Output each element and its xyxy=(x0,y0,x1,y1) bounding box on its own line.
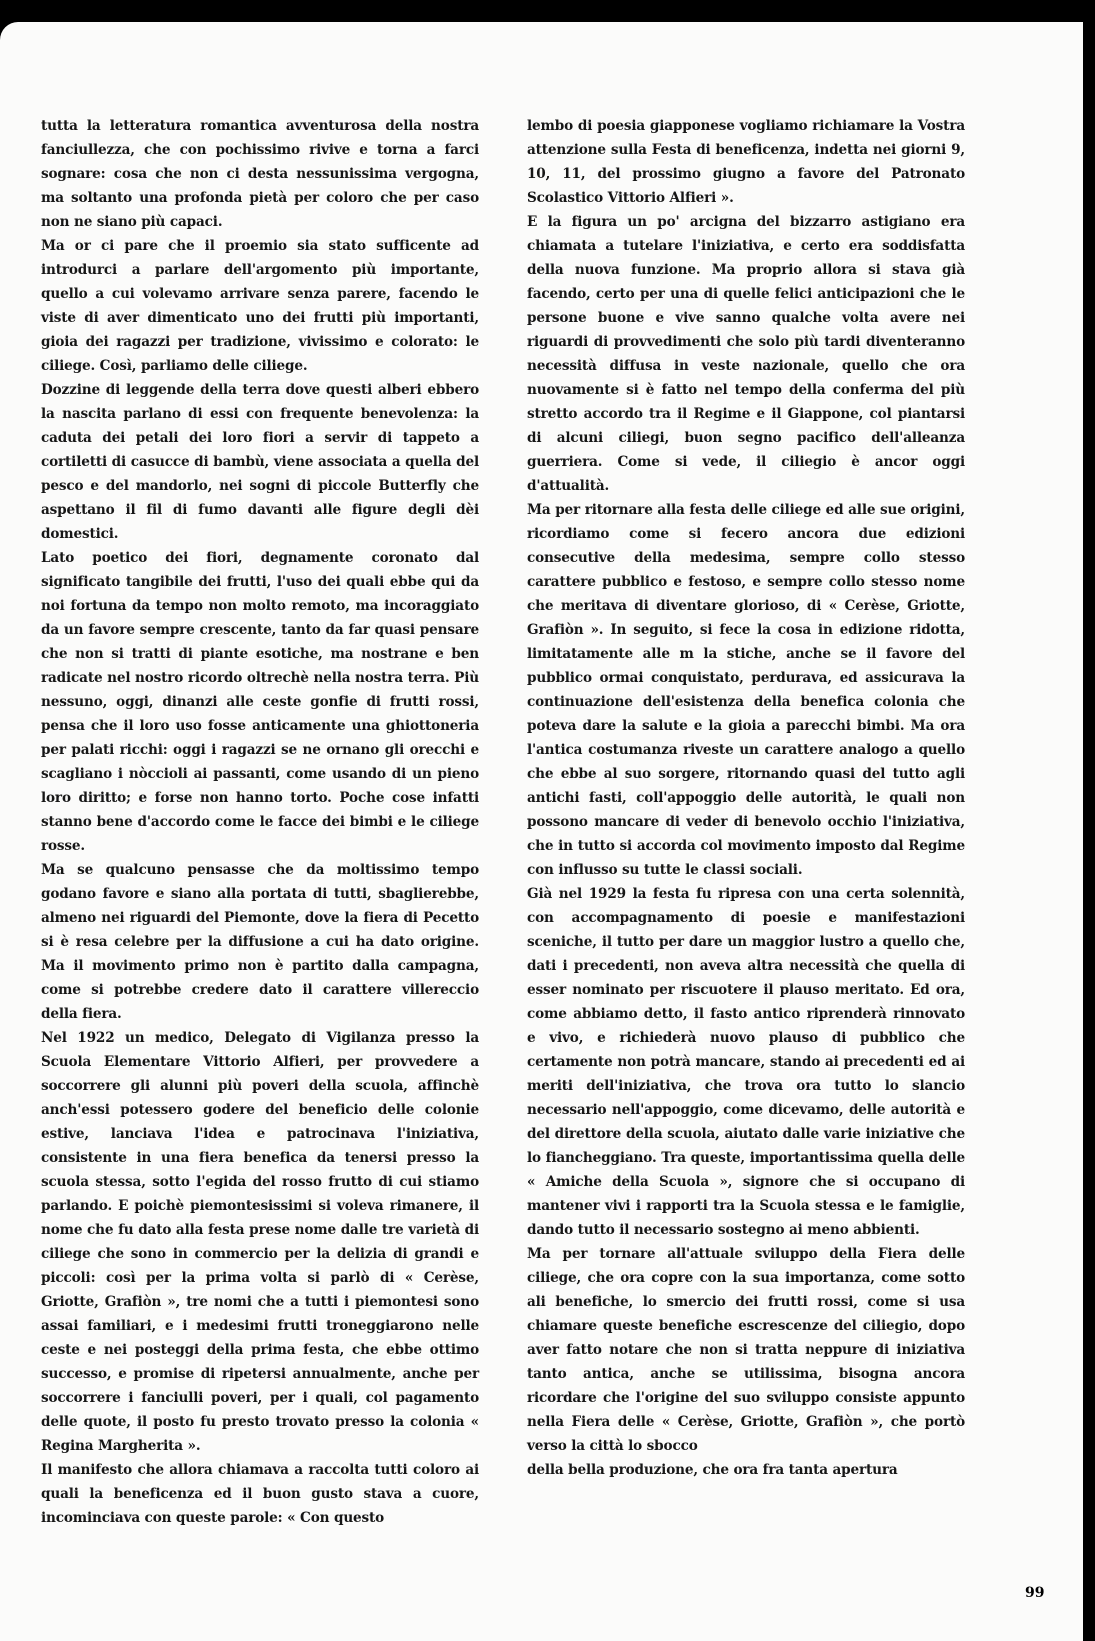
right-text-column xyxy=(527,114,965,1482)
paragraph: Dozzine di leggende della terra dove questi alberi ebbero la nascita parlano di essi con frequente benevolenza: la caduta dei petali dei loro fiori a servir di tappeto a cortiletti di casucce di bambù, viene associata a quella del pesco e del mandorlo, nei sogni di piccole Butterfly che aspettano il fil di fumo davanti alle figure degli dèi domestici. xyxy=(41,382,479,542)
top-dark-band xyxy=(190,0,1095,22)
paragraph: lembo di poesia giapponese vogliamo richiamare la Vostra attenzione sulla Festa di beneficenza, indetta nei giorni 9, 10, 11, del prossimo giugno a favore del Patronato Scolastico Vittorio Alfieri ». xyxy=(527,118,965,206)
paragraph: Già nel 1929 la festa fu ripresa con una certa solennità, con accompagnamento di poesie e manifestazioni sceniche, il tutto per dare un maggior lustro a quello che, dati i precedenti, non aveva altra necessità che quella di esser nominato per riscuotere il plauso meritato. Ed ora, come abbiamo detto, il fasto antico riprenderà rinnovato e vivo, e richiederà nuovo plauso di pubblico che certamente non potrà mancare, stando ai precedenti ed ai meriti dell'iniziativa, che trova ora tutto lo slancio necessario nell'appoggio, come dicevamo, delle autorità e del direttore della scuola, aiutato dalle varie iniziative che lo fiancheggiano. Tra queste, importantissima quella delle « Amiche della Scuola », signore che si occupano di mantener vivi i rapporti tra la Scuola stessa e le famiglie, dando tutto il necessario sostegno ai meno abbienti. xyxy=(527,886,965,1238)
paragraph: Ma per tornare all'attuale sviluppo della Fiera delle ciliege, che ora copre con la sua importanza, come sotto ali benefiche, lo smercio dei frutti rossi, come si usa chiamare queste benefiche escrescenze del ciliegio, dopo aver fatto notare che non si tratta neppure di iniziativa tanto antica, anche se utilissima, bisogna ancora ricordare che l'origine del suo sviluppo consiste appunto nella Fiera delle « Cerèse, Griotte, Grafiòn », che portò verso la città lo sbocco xyxy=(527,1246,965,1454)
paragraph: Ma or ci pare che il proemio sia stato sufficente ad introdurci a parlare dell'argomento più importante, quello a cui volevamo arrivare senza parere, facendo le viste di aver dimenticato uno dei frutti più importanti, gioia dei ragazzi per tradizione, vivissimo e colorato: le ciliege. Così, parliamo delle ciliege. xyxy=(41,238,479,374)
magazine-page xyxy=(0,22,1083,1641)
paragraph: tutta la letteratura romantica avventurosa della nostra fanciullezza, che con pochissimo rivive e torna a farci sognare: cosa che non ci desta nessunissima vergogna, ma soltanto una profonda pietà per coloro che per caso non ne siano più capaci. xyxy=(41,118,479,230)
paragraph: Il manifesto che allora chiamava a raccolta tutti coloro ai quali la beneficenza ed il buon gusto stava a cuore, incominciava con queste parole: « Con questo xyxy=(41,1462,479,1526)
left-text-column xyxy=(41,114,479,1530)
paragraph: E la figura un po' arcigna del bizzarro astigiano era chiamata a tutelare l'iniziativa, e certo era soddisfatta della nuova funzione. Ma proprio allora si stava già facendo, certo per una di quelle felici anticipazioni che le persone buone e vive sanno qualche volta avere nei riguardi di provvedimenti che solo più tardi diventeranno necessità diffusa in veste nazionale, quello che ora nuovamente si è fatto nel tempo della conferma del più stretto accordo tra il Regime e il Giappone, col piantarsi di alcuni ciliegi, buon segno pacifico dell'alleanza guerriera. Come si vede, il ciliegio è ancor oggi d'attualità. xyxy=(527,214,965,494)
final-line: della bella produzione, che ora fra tanta apertura xyxy=(527,1462,898,1478)
paragraph: Nel 1922 un medico, Delegato di Vigilanza presso la Scuola Elementare Vittorio Alfieri, per provvedere a soccorrere gli alunni più poveri della scuola, affinchè anch'essi potessero godere del beneficio delle colonie estive, lanciava l'idea e patrocinava l'iniziativa, consistente in una fiera benefica da tenersi presso la scuola stessa, sotto l'egida del rosso frutto di cui stiamo parlando. E poichè piemontesissimi si voleva rimanere, il nome che fu dato alla festa prese nome dalle tre varietà di ciliege che sono in commercio per la delizia di grandi e piccoli: così per la prima volta si parlò di « Cerèse, Griotte, Grafiòn », tre nomi che a tutti i piemontesi sono assai familiari, e i medesimi frutti troneggiarono nelle ceste e nei posteggi della prima festa, che ebbe ottimo successo, e promise di ripetersi annualmente, anche per soccorrere i fanciulli poveri, per i quali, col pagamento delle quote, il posto fu presto trovato presso la colonia « Regina Margherita ». xyxy=(41,1030,479,1454)
paragraph: Ma se qualcuno pensasse che da moltissimo tempo godano favore e siano alla portata di tutti, sbaglierebbe, almeno nei riguardi del Piemonte, dove la fiera di Pecetto si è resa celebre per la diffusione a cui ha dato origine. Ma il movimento primo non è partito dalla campagna, come si potrebbe credere dato il carattere villereccio della fiera. xyxy=(41,862,479,1022)
paragraph: Lato poetico dei fiori, degnamente coronato dal significato tangibile dei frutti, l'uso dei quali ebbe qui da noi fortuna da tempo non molto remoto, ma incoraggiato da un favore sempre crescente, tanto da far quasi pensare che non si tratti di piante esotiche, ma nostrane e ben radicate nel nostro ricordo oltrechè nella nostra terra. Più nessuno, oggi, dinanzi alle ceste gonfie di frutti rossi, pensa che il loro uso fosse anticamente una ghiottoneria per palati ricchi: oggi i ragazzi se ne ornano gli orecchi e scagliano i nòccioli ai passanti, come usando di un pieno loro diritto; e forse non hanno torto. Poche cose infatti stanno bene d'accordo come le facce dei bimbi e le ciliege rosse. xyxy=(41,550,479,854)
paragraph: Ma per ritornare alla festa delle ciliege ed alle sue origini, ricordiamo come si fecero ancora due edizioni consecutive della medesima, sempre collo stesso carattere pubblico e festoso, e sempre collo stesso nome che meritava di diventare glorioso, di « Cerèse, Griotte, Grafiòn ». In seguito, si fece la cosa in edizione ridotta, limitatamente alle m la stiche, anche se il favore del pubblico ormai conquistato, perdurava, ed assicurava la continuazione dell'esistenza della benefica colonia che poteva dare la salute e la gioia a parecchi bimbi. Ma ora l'antica costumanza riveste un carattere analogo a quello che ebbe al suo sorgere, ritornando quasi del tutto agli antichi fasti, coll'appoggio delle autorità, le quali non possono mancare di veder di benevolo occhio l'iniziativa, che in tutto si accorda col movimento imposto dal Regime con influsso su tutte le classi sociali. xyxy=(527,502,965,878)
page-number: 99 xyxy=(1025,1585,1045,1601)
